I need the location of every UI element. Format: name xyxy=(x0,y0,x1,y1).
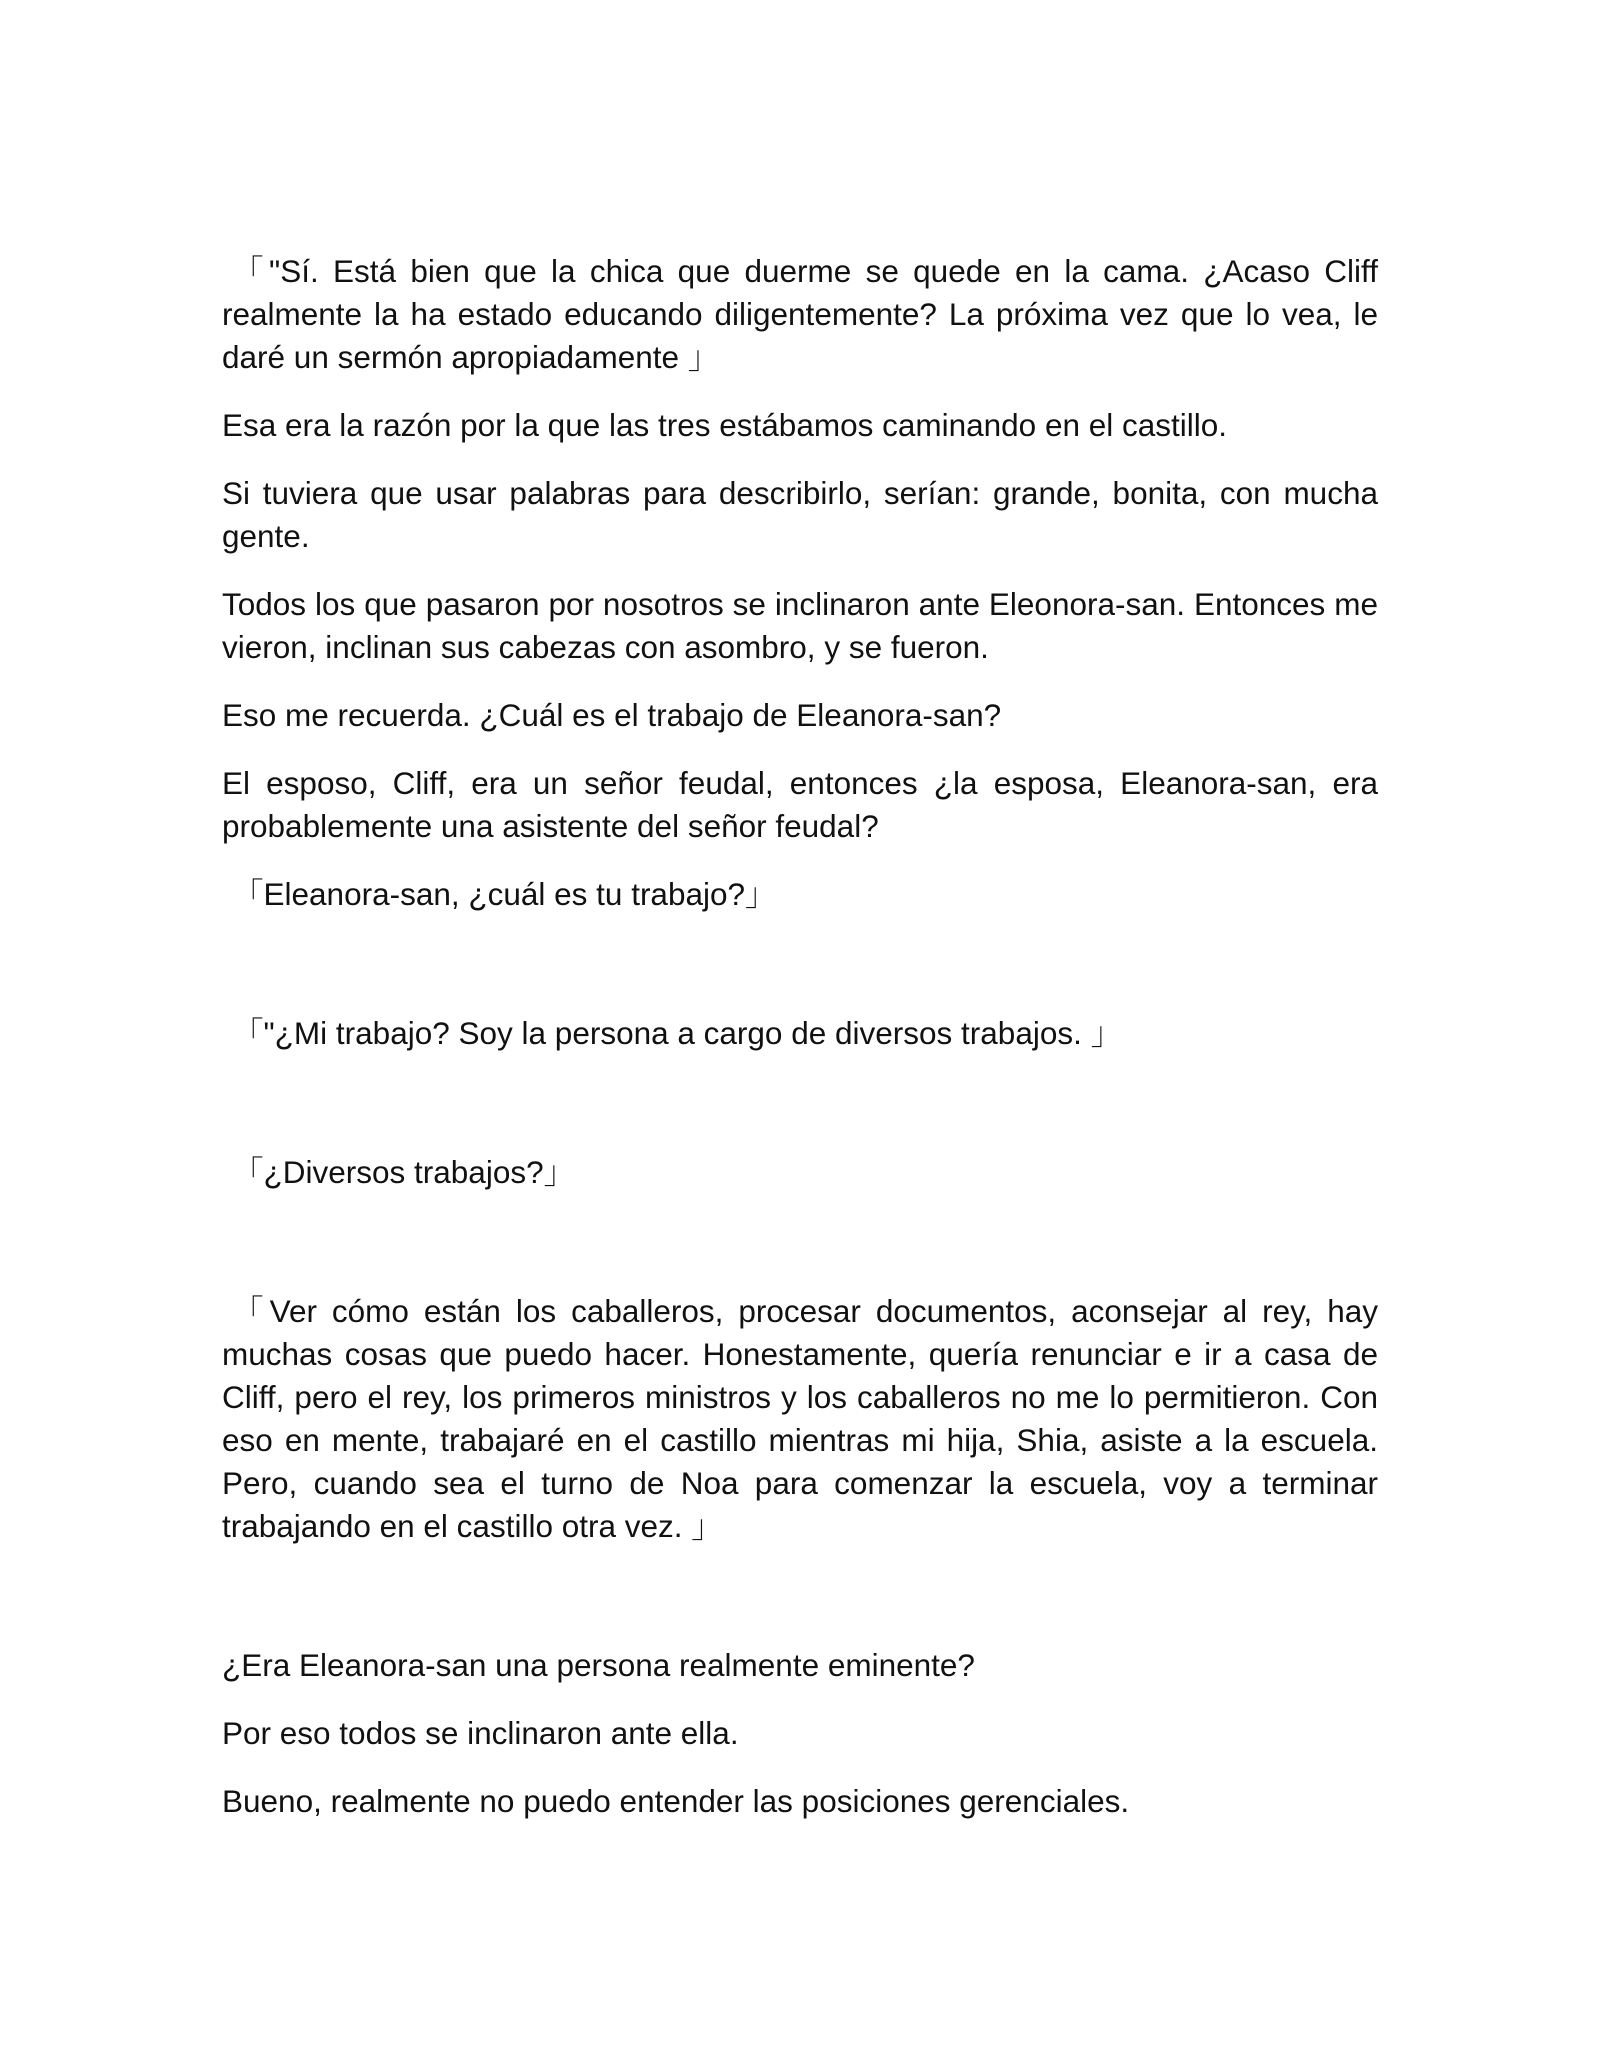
paragraph-dialogue-3: 「"¿Mi trabajo? Soy la persona a cargo de diversos trabajos. 」 xyxy=(232,1015,1123,1051)
paragraph-narration-2: Si tuviera que usar palabras para describirlo, serían: grande, bonita, con mucha gente. xyxy=(222,475,1378,554)
paragraph-narration-5: El esposo, Cliff, era un señor feudal, entonces ¿la esposa, Eleanora-san, era probablemente una asistente del señor feudal? xyxy=(222,765,1378,844)
paragraph-dialogue-2: 「Eleanora-san, ¿cuál es tu trabajo?」 xyxy=(232,876,777,912)
paragraph-narration-1: Esa era la razón por la que las tres estábamos caminando en el castillo. xyxy=(222,407,1228,443)
paragraph-narration-8: Bueno, realmente no puedo entender las posiciones gerenciales. xyxy=(222,1783,1130,1819)
document-page xyxy=(222,250,1378,1823)
paragraph-narration-3: Todos los que pasaron por nosotros se inclinaron ante Eleonora-san. Entonces me vieron, inclinan sus cabezas con asombro, y se fueron. xyxy=(222,586,1378,665)
paragraph-dialogue-5: 「Ver cómo están los caballeros, procesar documentos, aconsejar al rey, hay muchas cosas que puedo hacer. Honestamente, quería renunciar e ir a casa de Cliff, pero el rey, los primeros ministros y los caballeros no me lo permitieron. Con eso en mente, trabajaré en el castillo mientras mi hija, Shia, asiste a la escuela. Pero, cuando sea el turno de Noa para comenzar la escuela, voy a terminar trabajando en el castillo otra vez. 」 xyxy=(222,1293,1378,1544)
paragraph-narration-6: ¿Era Eleanora-san una persona realmente eminente? xyxy=(222,1647,975,1683)
paragraph-dialogue-4: 「¿Diversos trabajos?」 xyxy=(232,1154,576,1190)
paragraph-narration-7: Por eso todos se inclinaron ante ella. xyxy=(222,1715,739,1751)
paragraph-dialogue-1: 「"Sí. Está bien que la chica que duerme se quede en la cama. ¿Acaso Cliff realmente la ha estado educando diligentemente? La próxima vez que lo vea, le daré un sermón apropiadamente 」 xyxy=(222,253,1378,375)
paragraph-narration-4: Eso me recuerda. ¿Cuál es el trabajo de Eleanora-san? xyxy=(222,697,1002,733)
